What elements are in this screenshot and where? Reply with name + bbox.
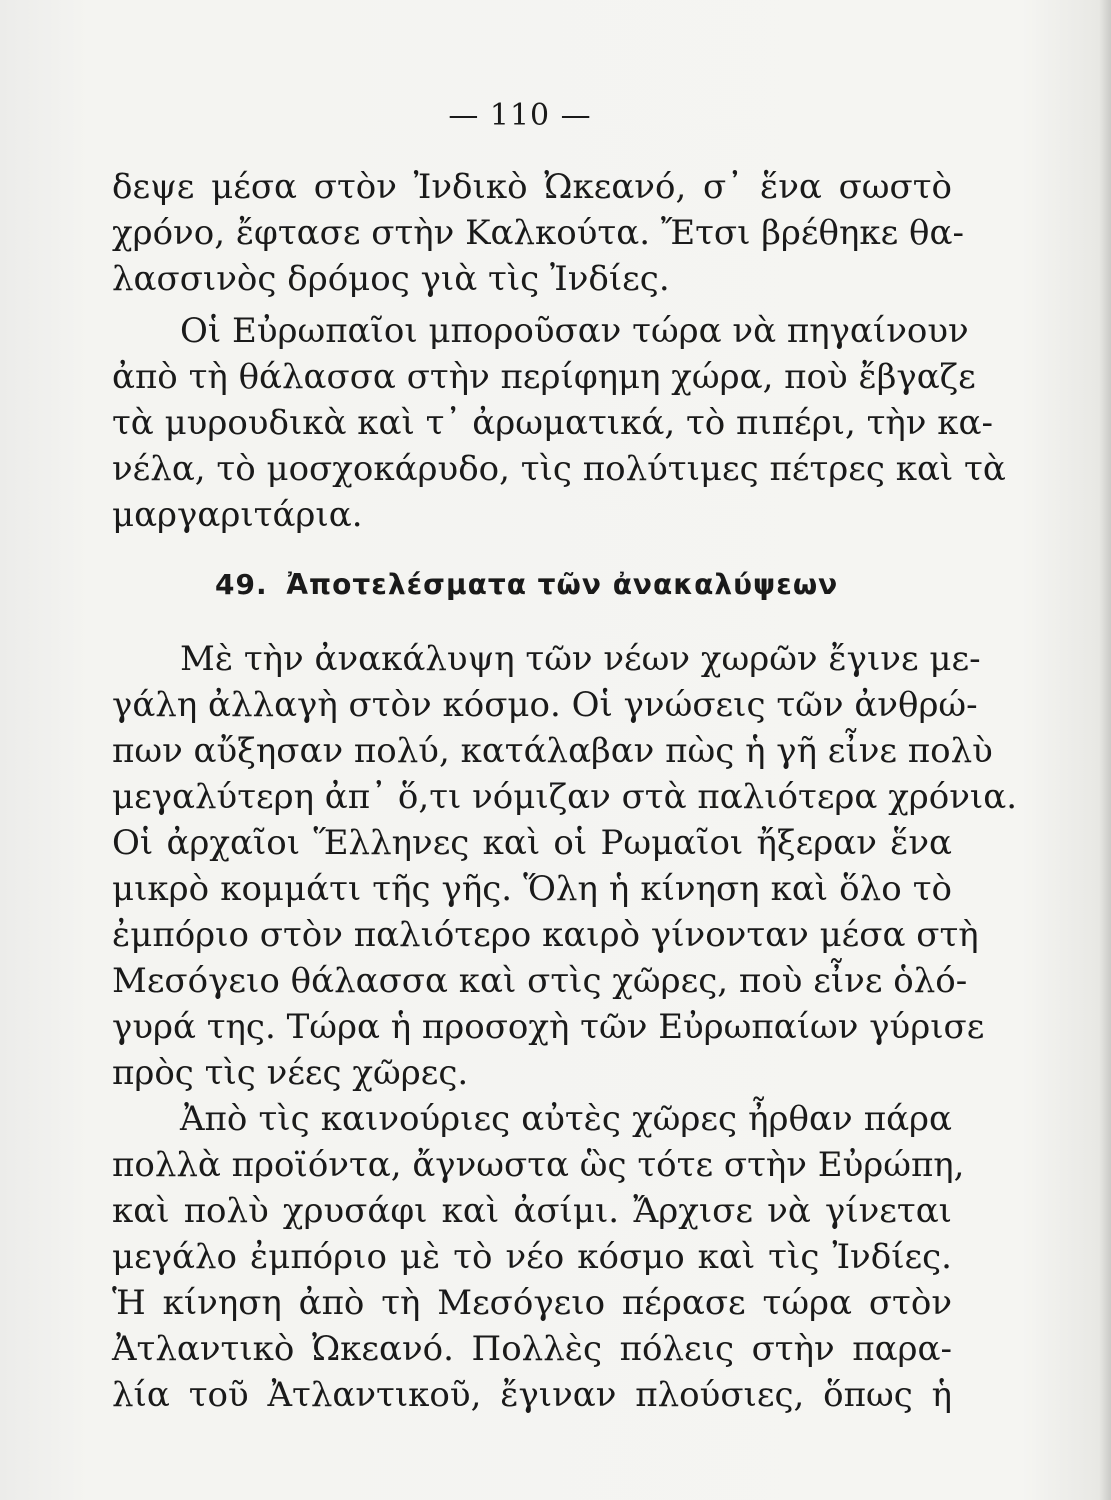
page-edge-shadow xyxy=(1099,0,1111,1500)
page-number: — 110 — xyxy=(448,98,592,133)
text-line: Ἡ κίνηση ἀπὸ τὴ Μεσόγειο πέρασε τώρα στὸν xyxy=(112,1283,952,1323)
text-line: δεψε μέσα στὸν Ἰνδικὸ Ὠκεανό, σ᾿ ἕνα σωστὸ xyxy=(112,167,952,207)
text-line: γάλη ἀλλαγὴ στὸν κόσμο. Οἱ γνώσεις τῶν ἀνθρώ- xyxy=(112,685,978,725)
text-line: μεγάλο ἐμπόριο μὲ τὸ νέο κόσμο καὶ τὶς Ἰνδίες. xyxy=(112,1237,952,1277)
text-line: Μεσόγειο θάλασσα καὶ στὶς χῶρες, ποὺ εἶνε ὁλό- xyxy=(112,961,968,1001)
text-line: μεγαλύτερη ἀπ᾿ ὅ,τι νόμιζαν στὰ παλιότερα χρόνια. xyxy=(112,777,1018,817)
text-line: ἐμπόριο στὸν παλιότερο καιρὸ γίνονταν μέσα στὴ xyxy=(112,915,979,955)
text-line: μικρὸ κομμάτι τῆς γῆς. Ὅλη ἡ κίνηση καὶ ὅλο τὸ xyxy=(112,869,952,909)
text-line: γυρά της. Τώρα ἡ προσοχὴ τῶν Εὐρωπαίων γύρισε xyxy=(112,1007,985,1047)
text-line: τὰ μυρουδικὰ καὶ τ᾿ ἀρωματικά, τὸ πιπέρι, τὴν κα- xyxy=(112,403,993,443)
text-line: Μὲ τὴν ἀνακάλυψη τῶν νέων χωρῶν ἔγινε με- xyxy=(180,639,981,679)
text-line: Οἱ Εὐρωπαῖοι μποροῦσαν τώρα νὰ πηγαίνουν xyxy=(180,311,969,351)
text-line: λία τοῦ Ἀτλαντικοῦ, ἔγιναν πλούσιες, ὅπως ἡ xyxy=(112,1375,952,1415)
section-heading xyxy=(215,568,838,601)
text-line: λασσινὸς δρόμος γιὰ τὶς Ἰνδίες. xyxy=(112,259,670,299)
text-line: Ἀπὸ τὶς καινούριες αὐτὲς χῶρες ἦρθαν πάρα xyxy=(180,1099,952,1139)
text-line: Οἱ ἀρχαῖοι Ἕλληνες καὶ οἱ Ρωμαῖοι ἤξεραν ἕνα xyxy=(112,823,952,863)
section-number: 49. xyxy=(215,568,268,601)
section-title: Ἀποτελέσματα τῶν ἀνακαλύψεων xyxy=(286,568,839,601)
text-line: πρὸς τὶς νέες χῶρες. xyxy=(112,1053,469,1093)
text-line: καὶ πολὺ χρυσάφι καὶ ἀσίμι. Ἄρχισε νὰ γίνεται xyxy=(112,1191,952,1231)
text-line: Ἀτλαντικὸ Ὠκεανό. Πολλὲς πόλεις στὴν παρα- xyxy=(112,1329,952,1369)
text-line: ἀπὸ τὴ θάλασσα στὴν περίφημη χώρα, ποὺ ἔβγαζε xyxy=(112,357,976,397)
text-line: μαργαριτάρια. xyxy=(112,495,363,535)
text-line: χρόνο, ἔφτασε στὴν Καλκούτα. Ἔτσι βρέθηκε θα- xyxy=(112,213,964,253)
text-line: νέλα, τὸ μοσχοκάρυδο, τὶς πολύτιμες πέτρες καὶ τὰ xyxy=(112,449,1006,489)
text-line: πων αὔξησαν πολύ, κατάλαβαν πὼς ἡ γῆ εἶνε πολὺ xyxy=(112,731,993,771)
text-line: πολλὰ προϊόντα, ἄγνωστα ὣς τότε στὴν Εὐρώπη, xyxy=(112,1145,965,1185)
